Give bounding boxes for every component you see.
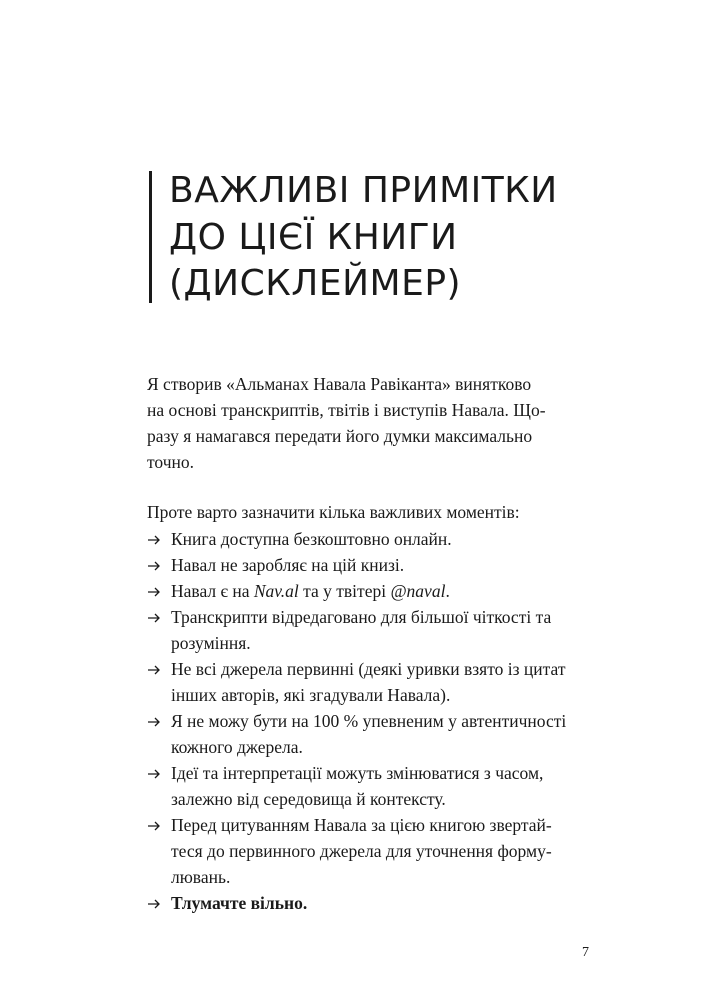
text-segment: та у твітері xyxy=(298,581,391,601)
list-item-text xyxy=(171,583,450,601)
arrow-right-icon xyxy=(147,663,161,677)
arrow-right-icon xyxy=(147,611,161,625)
list-item-continuation: залежно від середовища й контексту. xyxy=(171,789,446,809)
intro-line-4: точно. xyxy=(147,452,195,472)
list-item-continuation: теся до первинного джерела для уточнення форму- xyxy=(171,841,552,861)
text-segment: . xyxy=(445,581,450,601)
arrow-right-icon xyxy=(147,767,161,781)
list-item-text: Не всі джерела первинні (деякі уривки взято із цитат xyxy=(171,659,566,679)
intro-line-2: на основі транскриптів, твітів і виступів Навала. Що- xyxy=(147,400,546,420)
heading-line-2: ДО ЦІЄЇ КНИГИ xyxy=(169,217,458,258)
intro-line-3: разу я намагався передати його думки максимально xyxy=(147,426,533,446)
arrow-right-icon xyxy=(147,897,161,911)
intro-line-1: Я створив «Альманах Навала Равіканта» винятково xyxy=(147,374,532,394)
heading-line-1: ВАЖЛИВІ ПРИМІТКИ xyxy=(169,170,558,211)
list-item-text: Книга доступна безкоштовно онлайн. xyxy=(171,529,452,549)
list-intro: Проте варто зазначити кілька важливих моментів: xyxy=(147,502,520,522)
list-item-continuation: лювань. xyxy=(171,867,231,887)
list-item-text: Навал не заробляє на цій книзі. xyxy=(171,555,405,575)
list-item-text: Я не можу бути на 100 % упевненим у автентичності xyxy=(171,711,567,731)
website-link: Nav.al xyxy=(253,581,299,601)
page-number: 7 xyxy=(582,945,589,960)
list-item-text: Ідеї та інтерпретації можуть змінюватися з часом, xyxy=(171,763,544,783)
heading-accent-bar xyxy=(149,171,152,303)
arrow-right-icon xyxy=(147,715,161,729)
list-item-text: Перед цитуванням Навала за цією книгою звертай- xyxy=(171,815,552,835)
arrow-right-icon xyxy=(147,559,161,573)
arrow-right-icon xyxy=(147,533,161,547)
heading-line-3: (ДИСКЛЕЙМЕР) xyxy=(169,263,462,304)
list-item-text: Транскрипти відредаговано для більшої чіткості та xyxy=(171,607,552,627)
list-item-text: Тлумачте вільно. xyxy=(171,893,308,913)
list-item-continuation: інших авторів, які згадували Навала). xyxy=(171,685,451,705)
text-segment: Навал є на xyxy=(171,581,254,601)
list-item-continuation: розуміння. xyxy=(171,633,251,653)
twitter-handle: @naval xyxy=(390,581,446,601)
arrow-right-icon xyxy=(147,585,161,599)
arrow-right-icon xyxy=(147,819,161,833)
list-item-continuation: кожного джерела. xyxy=(171,737,303,757)
